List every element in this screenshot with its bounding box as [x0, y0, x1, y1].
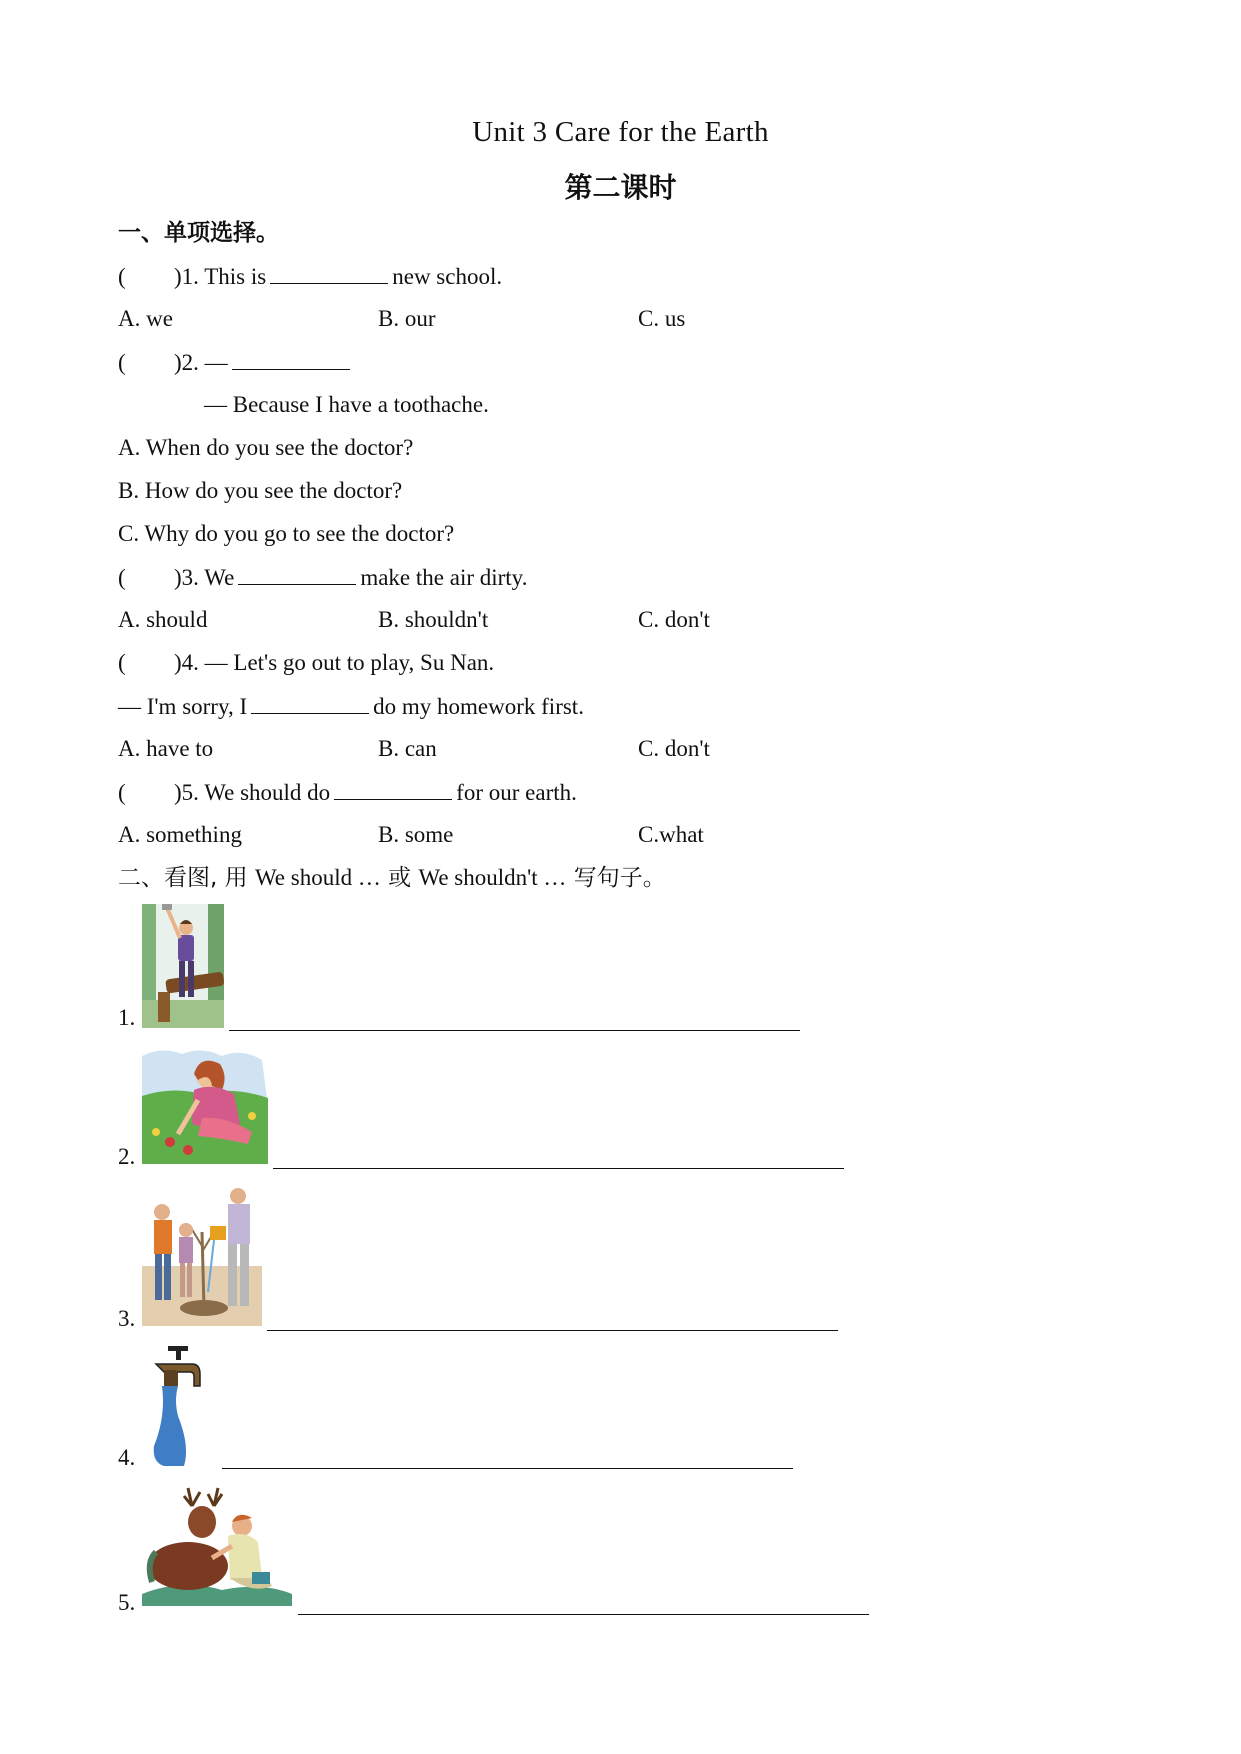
q5-option-c: C.what [638, 822, 704, 847]
q5-prefix: )5. We should do [174, 780, 331, 805]
q2-option-c: C. Why do you go to see the doctor? [118, 521, 455, 546]
q4-option-a: A. have to [118, 736, 214, 761]
question-5 [118, 777, 577, 807]
man-chopping-tree-picture [142, 904, 224, 1028]
answer-bracket: ( [118, 650, 126, 675]
section2-heading [118, 863, 666, 893]
question-3 [118, 562, 527, 592]
section2-heading-cn2: 或 [388, 865, 412, 891]
boy-with-deer-picture [142, 1482, 292, 1606]
section2-heading-cn3: 写句子。 [573, 865, 666, 891]
section2-heading-en1: We should … [254, 865, 381, 890]
answer-bracket: ( [118, 780, 126, 805]
running-tap-picture [142, 1346, 208, 1466]
item-5-number: 5. [118, 1590, 136, 1615]
answer-bracket: ( [118, 350, 126, 375]
item-3-answer-line[interactable] [267, 1330, 838, 1331]
q5-suffix: for our earth. [456, 780, 577, 805]
item-3-number: 3. [118, 1306, 136, 1331]
q1-option-b: B. our [378, 306, 436, 331]
page-title: Unit 3 Care for the Earth [472, 116, 769, 148]
item-1-answer-line[interactable] [229, 1030, 800, 1031]
section1-heading: 一、单项选择。 [118, 220, 279, 246]
q5-option-b: B. some [378, 822, 454, 847]
q1-prefix: )1. This is [174, 264, 267, 289]
q2-option-b: B. How do you see the doctor? [118, 478, 403, 503]
page-subtitle: 第二课时 [564, 171, 677, 204]
item-1-number: 1. [118, 1005, 136, 1030]
section2-heading-cn1: 二、看图, 用 [118, 865, 248, 891]
q3-blank[interactable] [238, 562, 356, 585]
q2-option-a: A. When do you see the doctor? [118, 435, 414, 460]
q1-suffix: new school. [392, 264, 503, 289]
q4-line2-suffix: do my homework first. [373, 694, 584, 719]
section2-heading-en2: We shouldn't … [418, 865, 567, 890]
q4-prefix: )4. — Let's go out to play, Su Nan. [174, 650, 495, 675]
item-2-answer-line[interactable] [273, 1168, 844, 1169]
q3-option-a: A. should [118, 607, 208, 632]
q4-option-c: C. don't [638, 736, 710, 761]
q5-option-a: A. something [118, 822, 242, 847]
answer-bracket: ( [118, 264, 126, 289]
q4-blank[interactable] [251, 691, 369, 714]
q4-response [118, 691, 584, 721]
question-2 [118, 347, 354, 377]
q1-option-c: C. us [638, 306, 686, 331]
q3-option-c: C. don't [638, 607, 710, 632]
item-4-answer-line[interactable] [222, 1468, 793, 1469]
q5-blank[interactable] [334, 777, 452, 800]
q1-blank[interactable] [270, 261, 388, 284]
q2-response: — Because I have a toothache. [204, 392, 489, 417]
item-2-number: 2. [118, 1144, 136, 1169]
q1-option-a: A. we [118, 306, 173, 331]
item-4-number: 4. [118, 1445, 136, 1470]
q3-suffix: make the air dirty. [360, 565, 528, 590]
question-4 [118, 648, 494, 678]
q3-option-b: B. shouldn't [378, 607, 489, 632]
q4-line2-prefix: — I'm sorry, I [118, 694, 248, 719]
answer-bracket: ( [118, 565, 126, 590]
item-5-answer-line[interactable] [298, 1614, 869, 1615]
family-planting-tree-picture [142, 1182, 262, 1326]
girl-picking-flowers-picture [142, 1046, 268, 1164]
q3-prefix: )3. We [174, 565, 235, 590]
question-1 [118, 261, 502, 291]
q2-prefix: )2. — [174, 350, 228, 375]
q4-option-b: B. can [378, 736, 437, 761]
q2-blank[interactable] [232, 347, 350, 370]
